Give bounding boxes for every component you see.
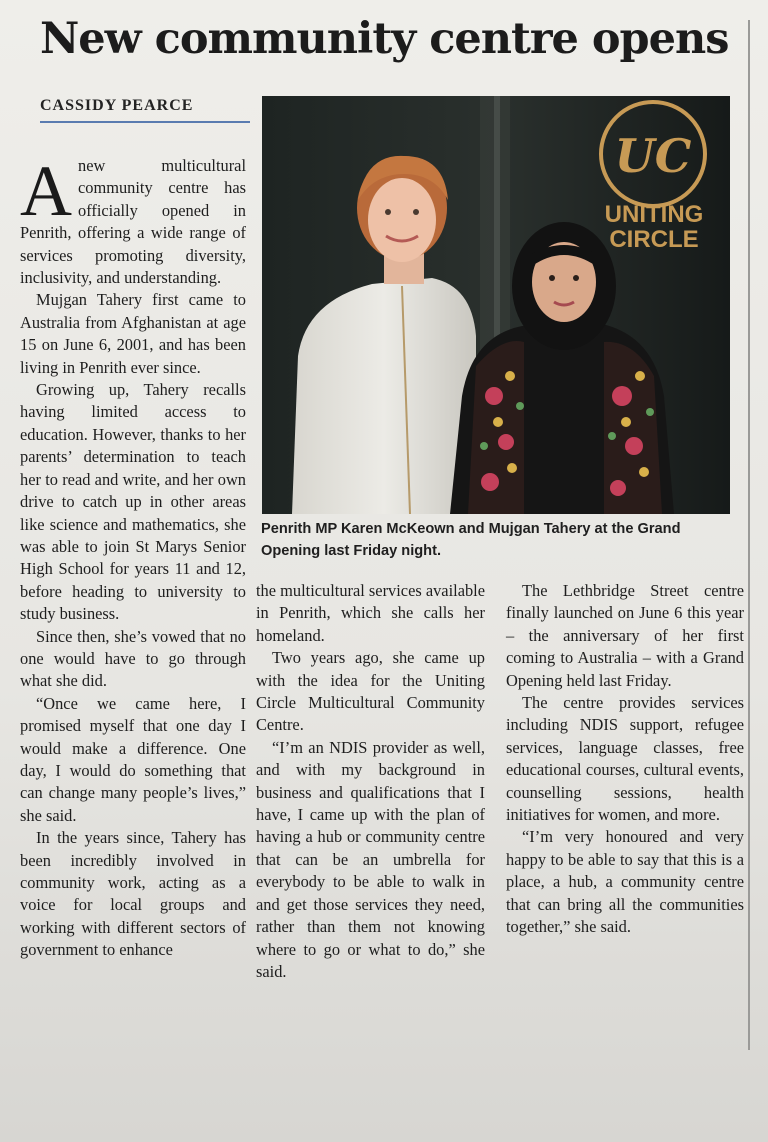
paragraph: “I’m very honoured and very happy to be able to say that this is a place, a hub, a community centre that can bring all the communities together,” she said. <box>506 827 744 937</box>
paragraph: “Once we came here, I promised myself that one day I would make a difference. One day, I would do something that can change many people’s lives,” she said. <box>20 693 246 825</box>
logo-monogram: UC <box>614 129 692 183</box>
article-photo <box>262 96 730 514</box>
photo-caption: Penrith MP Karen McKeown and Mujgan Tahery at the Grand Opening last Friday night. <box>261 521 681 559</box>
paragraph: In the years since, Tahery has been incredibly involved in community work, acting as a voice for local groups and working with different sectors of government to enhance <box>20 828 246 960</box>
paragraph: The centre provides services including NDIS support, refugee services, language classes, free educational courses, cultural events, counselling sessions, health initiatives for women, and more. <box>506 693 744 825</box>
paragraph: Mujgan Tahery first came to Australia from Afghanistan at age 15 on June 6, 2001, and has been living in Penrith ever since. <box>20 290 246 377</box>
page-edge-divider <box>748 20 750 1050</box>
byline: CASSIDY PEARCE <box>40 97 250 123</box>
paragraph: the multicultural services available in Penrith, which she calls her homeland. <box>256 581 485 645</box>
lead-paragraph-text: new multicultural community centre has officially opened in Penrith, offering a wide range of services promoting diversity, inclusivity, and understanding. <box>20 156 246 288</box>
paragraph: “I’m an NDIS provider as well, and with my background in business and qualifications that I have, I came up with the plan of having a hub or community centre that can be an umbrella for everybody to be able to walk in and get those services they need, rather than them not knowing where to go or what to do,” she said. <box>256 737 485 981</box>
article-column-2 <box>256 580 485 983</box>
article-column-1 <box>20 151 246 962</box>
logo-text-line1: UNITING <box>604 201 704 228</box>
paragraph: The Lethbridge Street centre finally launched on June 6 this year – the anniversary of her first coming to Australia – with a Grand Opening held last Friday. <box>506 581 744 690</box>
drop-cap: A <box>20 151 72 231</box>
paragraph: Since then, she’s vowed that no one would have to go through what she did. <box>20 626 246 691</box>
photo-illustration <box>262 96 730 514</box>
lead-paragraph <box>20 151 246 289</box>
headline: New community centre opens <box>40 14 729 64</box>
paragraph: Growing up, Tahery recalls having limited access to education. However, thanks to her parents’ determination to teach her to read and write, and her own drive to catch up in other areas like science and mathematics, she was able to join St Marys Senior High School for years 11 and 12, before heading to university to study business. <box>20 380 246 624</box>
paragraph: Two years ago, she came up with the idea for the Uniting Circle Multicultural Community Centre. <box>256 648 485 735</box>
logo-text-line2: CIRCLE <box>609 226 699 253</box>
article-column-3 <box>506 580 744 939</box>
